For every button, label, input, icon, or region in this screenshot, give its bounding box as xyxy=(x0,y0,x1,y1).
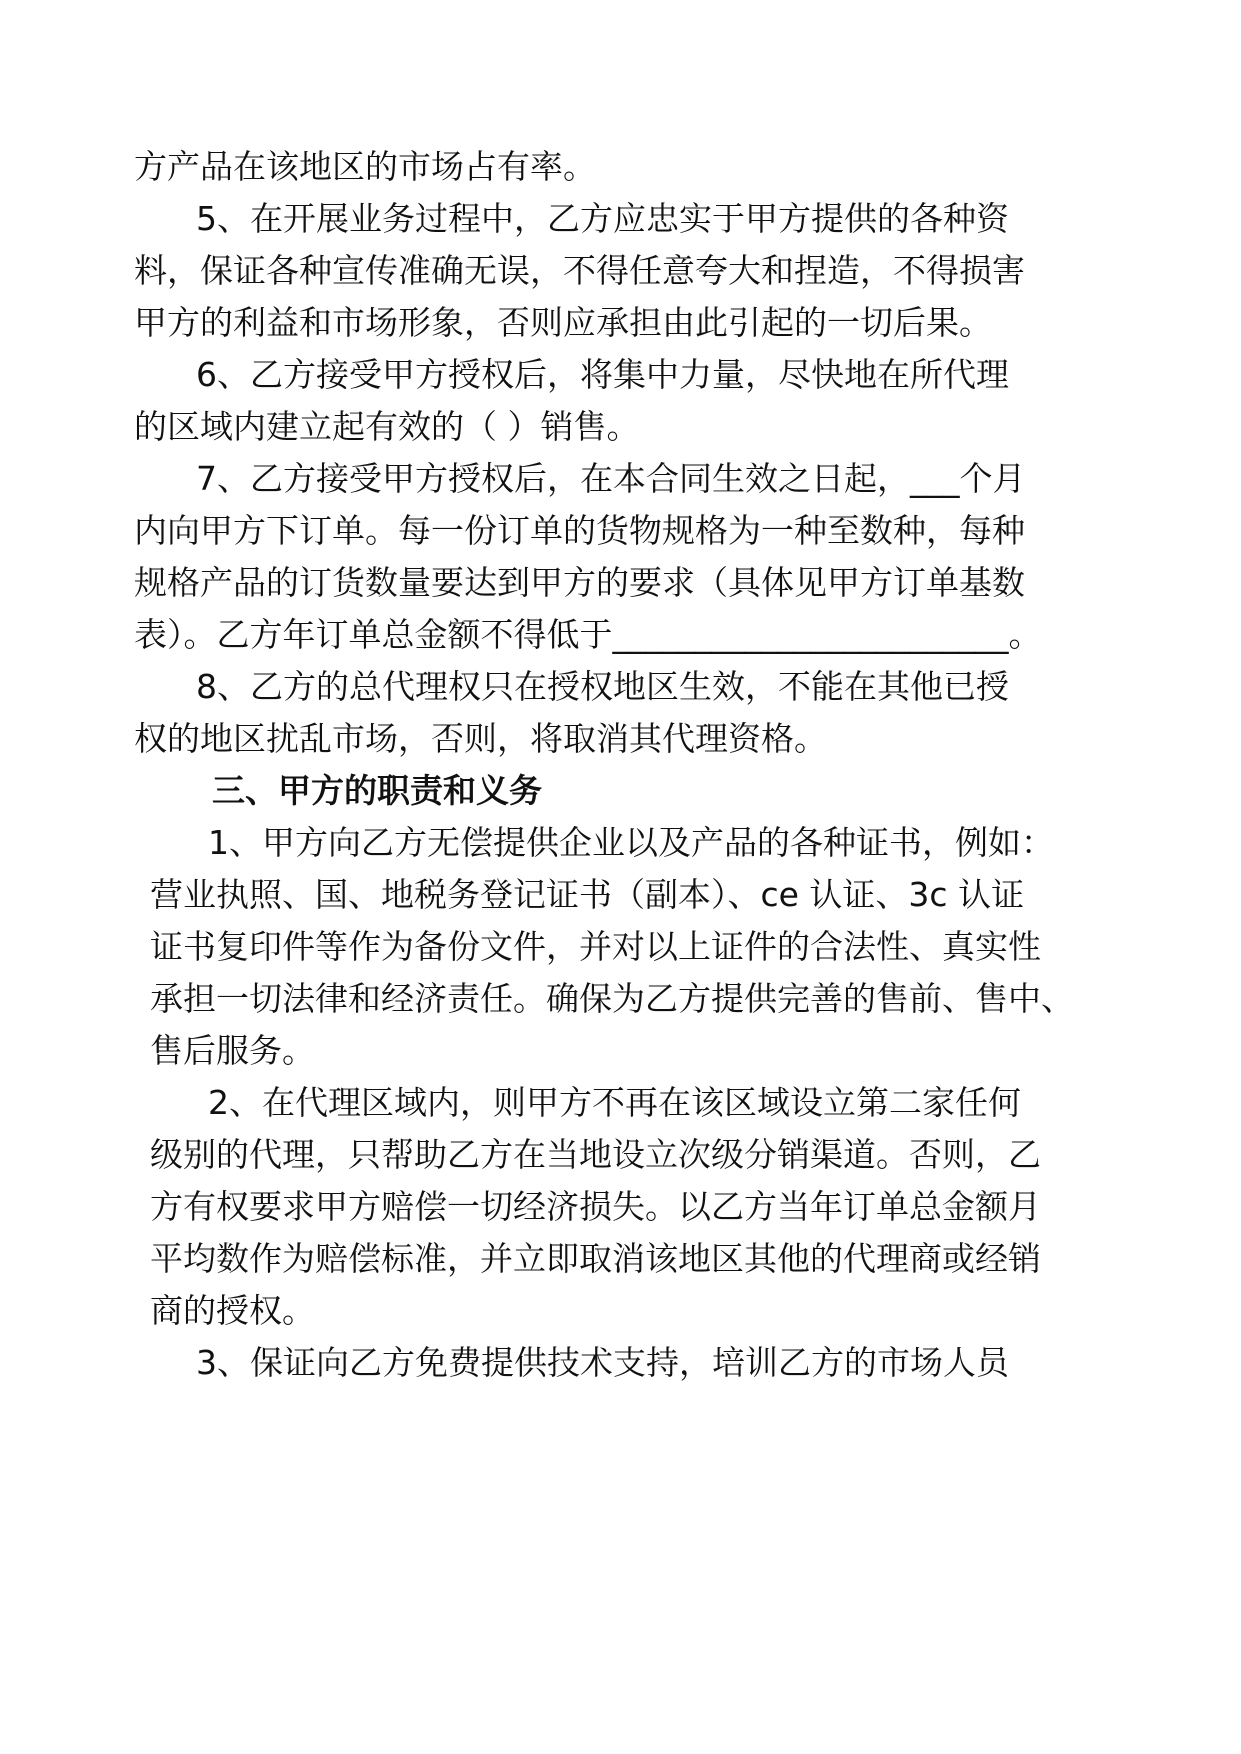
text-line: 内向甲方下订单。每一份订单的货物规格为一种至数种，每种 xyxy=(134,511,1025,550)
text-line: 6、乙方接受甲方授权后，将集中力量，尽快地在所代理 xyxy=(196,355,1009,394)
text-line: 2、在代理区域内，则甲方不再在该区域设立第二家任何 xyxy=(208,1083,1021,1122)
text-line: 甲方的利益和市场形象，否则应承担由此引起的一切后果。 xyxy=(134,303,992,342)
text-line: 售后服务。 xyxy=(150,1031,315,1070)
text-line: 方产品在该地区的市场占有率。 xyxy=(134,147,596,186)
text-line: 1、甲方向乙方无偿提供企业以及产品的各种证书，例如： xyxy=(208,823,1054,862)
text-line: 规格产品的订货数量要达到甲方的要求（具体见甲方订单基数 xyxy=(134,563,1025,602)
text-line: 权的地区扰乱市场，否则，将取消其代理资格。 xyxy=(134,719,827,758)
text-line: 级别的代理，只帮助乙方在当地设立次级分销渠道。否则，乙 xyxy=(150,1135,1041,1174)
text-line: 表）。乙方年订单总金额不得低于________________________。 xyxy=(134,615,1042,654)
text-line: 3、保证向乙方免费提供技术支持，培训乙方的市场人员 xyxy=(196,1343,1009,1382)
text-line: 7、乙方接受甲方授权后，在本合同生效之日起，___个月 xyxy=(196,459,1026,498)
text-line: 的区域内建立起有效的（ ）销售。 xyxy=(134,407,640,446)
text-line: 营业执照、国、地税务登记证书（副本）、ce 认证、3c 认证 xyxy=(150,875,1025,914)
text-line: 8、乙方的总代理权只在授权地区生效，不能在其他已授 xyxy=(196,667,1009,706)
text-line: 承担一切法律和经济责任。确保为乙方提供完善的售前、售中、 xyxy=(150,979,1074,1018)
text-line: 证书复印件等作为备份文件，并对以上证件的合法性、真实性 xyxy=(150,927,1041,966)
text-line: 料，保证各种宣传准确无误，不得任意夸大和捏造，不得损害 xyxy=(134,251,1025,290)
text-line: 方有权要求甲方赔偿一切经济损失。以乙方当年订单总金额月 xyxy=(150,1187,1041,1226)
text-line: 5、在开展业务过程中，乙方应忠实于甲方提供的各种资 xyxy=(196,199,1009,238)
text-line: 平均数作为赔偿标准，并立即取消该地区其他的代理商或经销 xyxy=(150,1239,1041,1278)
text-line: 商的授权。 xyxy=(150,1291,315,1330)
section-heading: 三、甲方的职责和义务 xyxy=(212,771,542,810)
